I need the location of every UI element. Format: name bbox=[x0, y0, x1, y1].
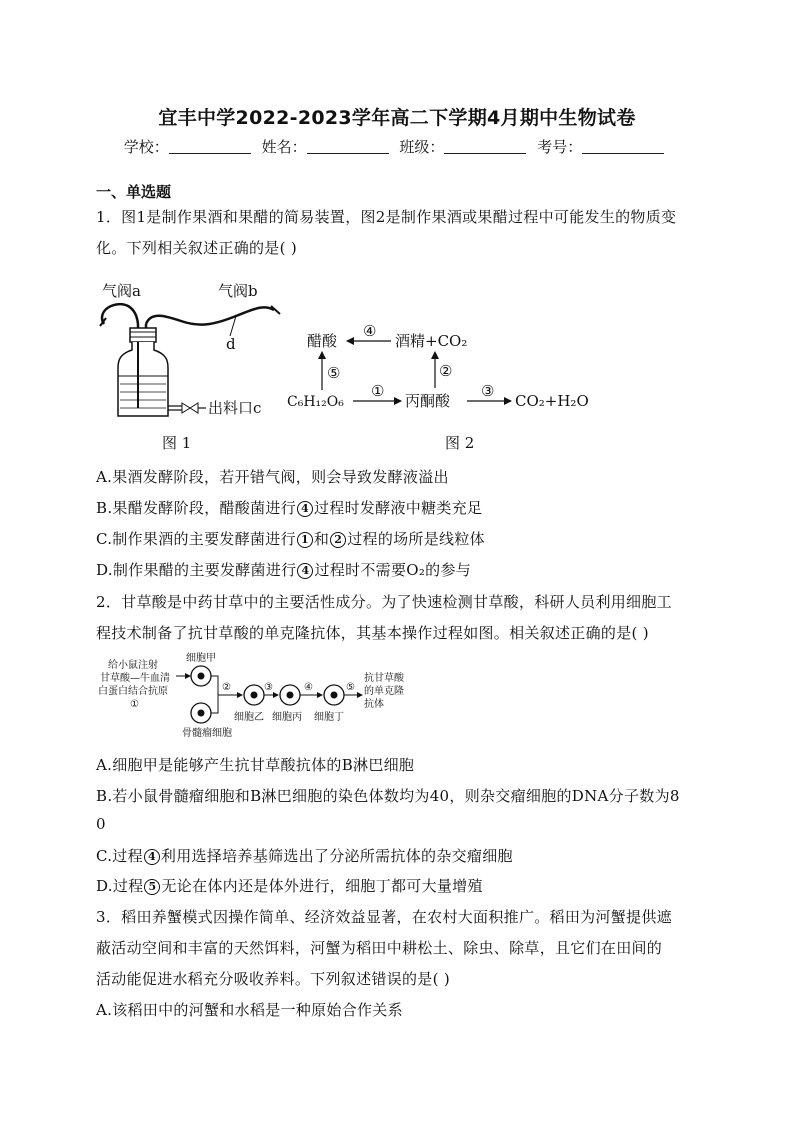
q1-figure2-pathway bbox=[285, 318, 605, 456]
cell-d-label: 细胞丁 bbox=[314, 712, 344, 723]
result-text-1: 抗甘草酸 bbox=[364, 673, 404, 684]
step2-label: ② bbox=[222, 682, 231, 693]
q2-option-d[interactable] bbox=[96, 875, 483, 896]
step-number-badge: 5 bbox=[144, 879, 160, 895]
step4-label: ④ bbox=[363, 322, 377, 340]
class-label: 班级： bbox=[399, 138, 445, 156]
stopper bbox=[130, 328, 156, 342]
inject-step1: ① bbox=[130, 699, 139, 710]
q2-stem-line2: 程技术制备了抗甘草酸的单克隆抗体，其基本操作过程如图。相关叙述正确的是( ) bbox=[96, 624, 649, 642]
outlet-pipe bbox=[168, 406, 182, 410]
tube-b bbox=[146, 307, 274, 324]
cell-d-nucleus bbox=[331, 692, 338, 699]
q2-option-b-line2[interactable]: 0 bbox=[96, 815, 106, 833]
fusion-bracket bbox=[211, 676, 218, 713]
q1-figure1-apparatus bbox=[96, 276, 291, 456]
page-title: 宜丰中学2022-2023学年高二下学期4月期中生物试卷 bbox=[158, 107, 636, 129]
step-number-badge: 2 bbox=[330, 532, 346, 548]
cell-c-nucleus bbox=[287, 692, 294, 699]
class-blank[interactable] bbox=[444, 139, 526, 154]
q2-option-c-text: C.过程 bbox=[96, 847, 143, 865]
q1-option-a[interactable]: A.果酒发酵阶段，若开错气阀，则会导致发酵液溢出 bbox=[96, 468, 449, 486]
label-d: d bbox=[226, 335, 236, 353]
step4-label: ④ bbox=[304, 682, 313, 693]
myeloma-cell-nucleus bbox=[198, 710, 205, 717]
number-blank[interactable] bbox=[582, 139, 664, 154]
step-number-badge: 4 bbox=[297, 501, 313, 517]
section-heading: 一、单选题 bbox=[96, 183, 172, 201]
q1-option-c[interactable] bbox=[96, 528, 485, 549]
cell-a-label: 细胞甲 bbox=[186, 653, 216, 664]
inject-text-3: 白蛋白结合抗原 bbox=[98, 686, 168, 697]
q2-option-c-text: 利用选择培养基筛选出了分泌所需抗体的杂交瘤细胞 bbox=[160, 847, 513, 865]
step1-label: ① bbox=[371, 382, 385, 400]
q2-option-b-line1[interactable]: B.若小鼠骨髓瘤细胞和B淋巴细胞的染色体数均为40，则杂交瘤细胞的DNA分子数为8 bbox=[96, 787, 680, 805]
step2-label: ② bbox=[439, 362, 453, 380]
school-label: 学校： bbox=[123, 138, 169, 156]
step-number-badge: 1 bbox=[297, 532, 313, 548]
step3-label: ③ bbox=[264, 682, 273, 693]
node-pyruvate: 丙酮酸 bbox=[405, 392, 451, 410]
node-alcohol-co2: 酒精+CO₂ bbox=[395, 332, 468, 350]
q3-option-a[interactable]: A.该稻田中的河蟹和水稻是一种原始合作关系 bbox=[96, 1001, 403, 1019]
node-glucose: C₆H₁₂O₆ bbox=[287, 394, 344, 410]
step5-label: ⑤ bbox=[327, 364, 341, 382]
number-label: 考号： bbox=[537, 138, 583, 156]
cell-b-label: 细胞乙 bbox=[234, 712, 264, 723]
cell-a-nucleus bbox=[198, 673, 205, 680]
tube-a bbox=[102, 304, 138, 324]
bottle bbox=[118, 342, 168, 416]
inject-text-2: 甘草酸—牛血清 bbox=[100, 673, 170, 684]
q2-option-a[interactable]: A.细胞甲是能够产生抗甘草酸抗体的B淋巴细胞 bbox=[96, 756, 415, 774]
q2-option-d-text: 无论在体内还是体外进行，细胞丁都可大量增殖 bbox=[161, 877, 483, 895]
step-number-badge: 4 bbox=[144, 849, 160, 865]
q2-stem-line1: 2．甘草酸是中药甘草中的主要活性成分。为了快速检测甘草酸，科研人员利用细胞工 bbox=[96, 593, 672, 611]
q1-option-d-text: 过程时不需要O₂的参与 bbox=[314, 561, 472, 579]
q2-figure-antibody-process bbox=[96, 652, 426, 742]
cell-b-nucleus bbox=[251, 692, 258, 699]
result-text-2: 的单克隆 bbox=[364, 686, 404, 697]
figure2-caption: 图 2 bbox=[445, 434, 475, 452]
q1-option-b[interactable] bbox=[96, 497, 482, 518]
step-number-badge: 4 bbox=[297, 563, 313, 579]
student-info-row bbox=[0, 136, 794, 157]
q3-stem-line3: 活动能促进水稻充分吸收养料。下列叙述错误的是( ) bbox=[96, 970, 450, 988]
q1-option-c-text: 过程的场所是线粒体 bbox=[347, 530, 485, 548]
result-text-3: 抗体 bbox=[364, 699, 384, 710]
outlet-valve bbox=[182, 403, 198, 413]
valve-a-label: 气阀a bbox=[102, 282, 141, 300]
name-blank[interactable] bbox=[307, 139, 389, 154]
inject-text-1: 给小鼠注射 bbox=[108, 660, 158, 671]
name-label: 姓名： bbox=[261, 138, 307, 156]
valve-b-label: 气阀b bbox=[218, 282, 258, 300]
myeloma-label: 骨髓瘤细胞 bbox=[182, 728, 232, 739]
q1-option-c-text: C.制作果酒的主要发酵菌进行 bbox=[96, 530, 296, 548]
school-blank[interactable] bbox=[169, 139, 251, 154]
q1-option-d-text: D.制作果醋的主要发酵菌进行 bbox=[96, 561, 297, 579]
q1-option-d[interactable] bbox=[96, 559, 471, 580]
q3-stem-line1: 3．稻田养蟹模式因操作简单、经济效益显著，在农村大面积推广。稻田为河蟹提供遮 bbox=[96, 908, 672, 926]
outlet-c-label: 出料口c bbox=[208, 399, 262, 417]
step3-label: ③ bbox=[481, 382, 495, 400]
node-co2-h2o: CO₂+H₂O bbox=[515, 392, 589, 410]
step5-label: ⑤ bbox=[346, 682, 355, 693]
q1-stem-line1: 1．图1是制作果酒和果醋的简易装置，图2是制作果酒或果醋过程中可能发生的物质变 bbox=[96, 208, 677, 226]
node-acetic-acid: 醋酸 bbox=[307, 332, 338, 350]
q1-option-b-text: B.果醋发酵阶段，醋酸菌进行 bbox=[96, 499, 296, 517]
q1-option-b-text: 过程时发酵液中糖类充足 bbox=[314, 499, 483, 517]
cell-c-label: 细胞丙 bbox=[272, 712, 302, 723]
figure1-caption: 图 1 bbox=[162, 434, 192, 452]
q1-option-c-text: 和 bbox=[313, 530, 330, 548]
q2-option-c[interactable] bbox=[96, 845, 513, 866]
q3-stem-line2: 蔽活动空间和丰富的天然饵料，河蟹为稻田中耕松土、除虫、除草，且它们在田间的 bbox=[96, 939, 663, 957]
q1-stem-line2: 化。下列相关叙述正确的是( ) bbox=[96, 239, 297, 257]
q2-option-d-text: D.过程 bbox=[96, 877, 144, 895]
